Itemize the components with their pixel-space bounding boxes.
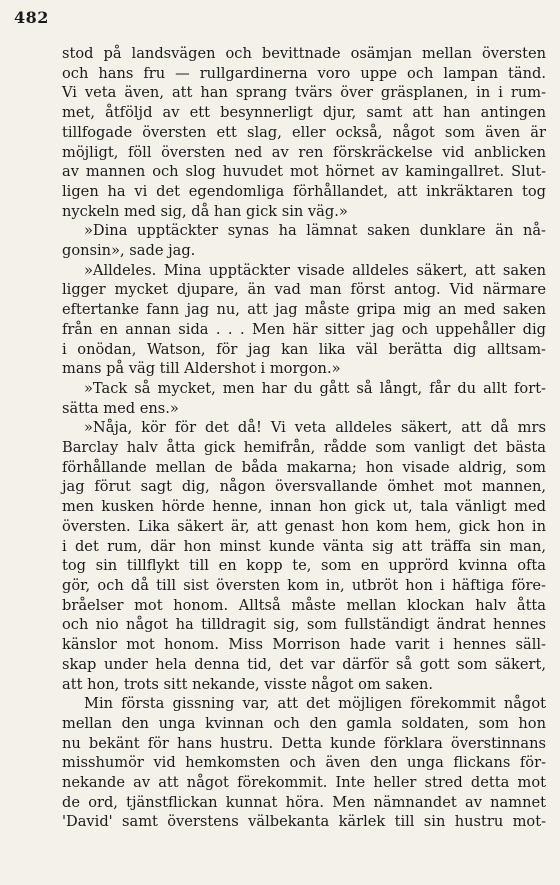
text-line: gör, och då till sist översten kom in, utbröt hon i häftiga före-: [62, 576, 546, 594]
text-line: översten. Lika säkert är, att genast hon kom hem, gick hon in: [62, 517, 546, 535]
text-line: att hon, trots sitt nekande, visste något om saken.: [62, 675, 434, 693]
text-line: »Dina upptäckter synas ha lämnat saken dunklare än nå-: [84, 222, 546, 240]
text-line: bråelser mot honom. Alltså måste mellan klockan halv åtta: [62, 596, 546, 614]
text-line: i onödan, Watson, för jag kan lika väl berätta dig alltsam-: [62, 340, 546, 358]
text-line: i det rum, där hon minst kunde vänta sig att träffa sin man,: [62, 537, 546, 555]
paragraph: [62, 221, 546, 260]
text-line: met, åtföljd av ett besynnerligt djur, samt att han antingen: [62, 104, 546, 122]
text-line: misshumör vid hemkomsten och även den unga flickans för-: [62, 754, 546, 772]
text-line: »Alldeles. Mina upptäckter visade alldeles säkert, att saken: [84, 261, 546, 279]
text-line: »Tack så mycket, men har du gått så långt, får du allt fort-: [84, 379, 546, 397]
text-line: men kusken hörde henne, innan hon gick ut, tala vänligt med: [62, 498, 546, 516]
text-line: och nio något ha tilldragit sig, som fullständigt ändrat hennes: [62, 616, 546, 634]
text-line: och hans fru — rullgardinerna voro uppe och lampan tänd.: [62, 64, 546, 82]
text-line: Vi veta även, att han sprang tvärs över gräsplanen, in i rum-: [62, 84, 546, 102]
text-line: nu bekänt för hans hustru. Detta kunde förklara överstinnans: [62, 734, 546, 752]
text-line: »Nåja, kör för det då! Vi veta alldeles säkert, att då mrs: [84, 419, 546, 437]
text-line: nyckeln med sig, då han gick sin väg.»: [62, 202, 348, 220]
text-line: skap under hela denna tid, det var därför så gott som säkert,: [62, 655, 546, 673]
text-line: eftertanke fann jag nu, att jag måste gripa mig an med saken: [62, 301, 546, 319]
text-line: de ord, tjänstflickan kunnat höra. Men nämnandet av namnet: [62, 793, 546, 811]
page-number: 482: [14, 8, 49, 27]
text-line: jag förut sagt dig, någon översvallande ömhet mot mannen,: [62, 478, 546, 496]
text-line: gonsin», sade jag.: [62, 242, 196, 260]
text-line: tillfogade översten ett slag, eller också, något som även är: [62, 123, 546, 141]
text-line: känslor mot honom. Miss Morrison hade varit i hennes säll-: [62, 636, 546, 654]
text-line: möjligt, föll översten ned av ren förskräckelse vid anblicken: [62, 143, 546, 161]
text-line: ligger mycket djupare, än vad man först antog. Vid närmare: [62, 281, 546, 299]
text-line: tog sin tillflykt till en kopp te, som en upprörd kvinna ofta: [62, 557, 546, 575]
text-line: 'David' samt överstens välbekanta kärlek till sin hustru mot-: [62, 813, 546, 831]
text-line: förhållande mellan de båda makarna; hon visade aldrig, som: [62, 458, 546, 476]
text-line: av mannen och slog huvudet mot hörnet av kamingallret. Slut-: [62, 163, 546, 181]
paragraph: [62, 44, 546, 221]
text-line: ligen ha vi det egendomliga förhållandet, att inkräktaren tog: [62, 182, 546, 200]
paragraph: [62, 418, 546, 694]
text-line: nekande av att något förekommit. Inte heller stred detta mot: [62, 774, 546, 792]
text-line: Barclay halv åtta gick hemifrån, rådde som vanligt det bästa: [62, 439, 546, 457]
paragraph: [62, 694, 546, 832]
body-text: [62, 44, 546, 832]
text-line: Min första gissning var, att det möjligen förekommit något: [84, 695, 546, 713]
text-line: mellan den unga kvinnan och den gamla soldaten, som hon: [62, 714, 546, 732]
paragraph: [62, 261, 546, 379]
text-line: sätta med ens.»: [62, 399, 179, 417]
text-line: från en annan sida . . . Men här sitter jag och uppehåller dig: [62, 320, 546, 338]
text-line: stod på landsvägen och bevittnade osämjan mellan översten: [62, 45, 546, 62]
text-line: mans på väg till Aldershot i morgon.»: [62, 360, 341, 378]
paragraph: [62, 379, 546, 418]
